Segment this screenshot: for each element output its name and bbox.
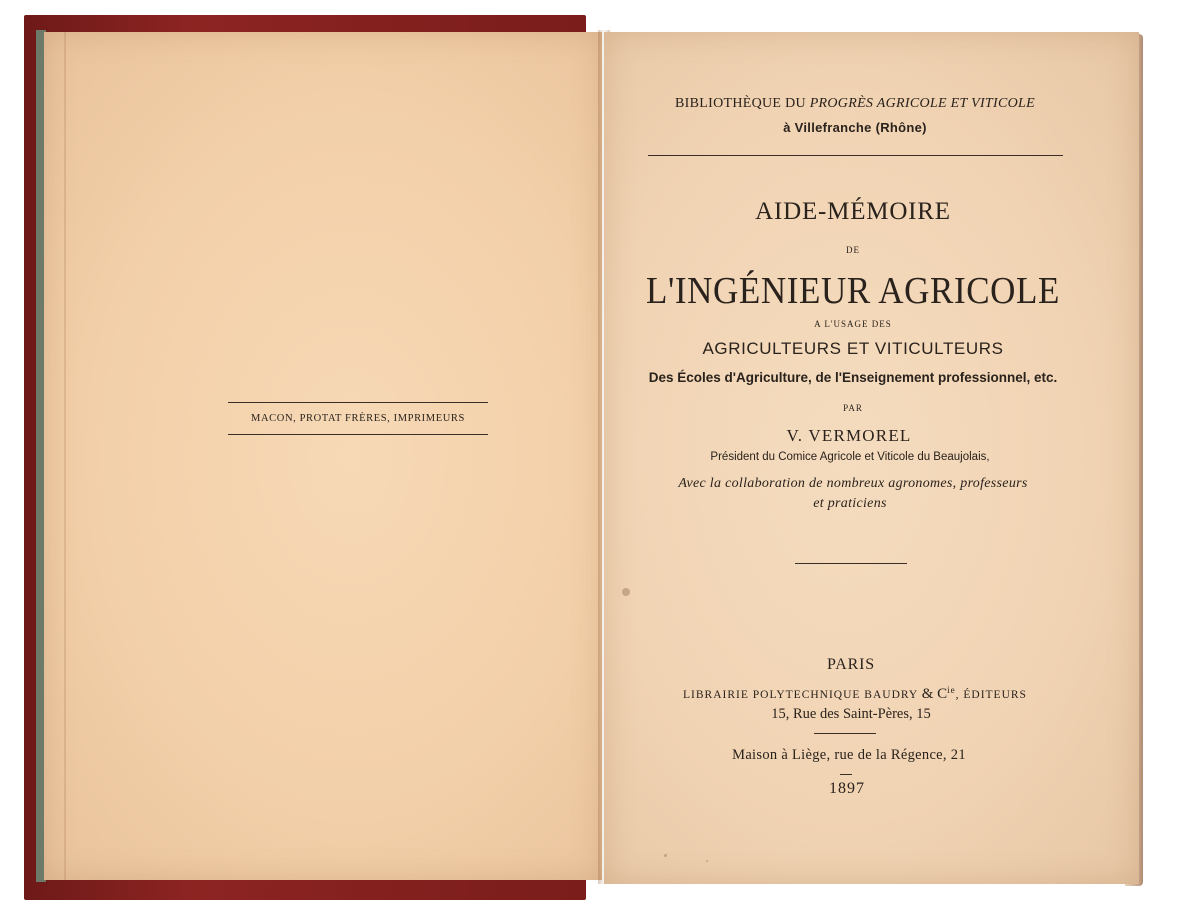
collaboration-line-2: et praticiens <box>813 496 887 511</box>
series-location: à Villefranche (Rhône) <box>783 120 927 135</box>
page-crease <box>64 32 66 880</box>
city: PARIS <box>827 656 875 673</box>
imprint-rule-top <box>228 402 488 403</box>
audience-line-1: AGRICULTEURS ET VITICULTEURS <box>702 339 1004 358</box>
usage-line: A L'USAGE DES <box>814 319 892 329</box>
publisher-line <box>683 685 1027 703</box>
author-title: Président du Comice Agricole et Viticole du Beaujolais, <box>710 451 990 463</box>
by-line: PAR <box>843 403 863 413</box>
publisher-company: & C <box>921 685 948 702</box>
series-line <box>675 96 1035 112</box>
middle-rule <box>795 563 907 564</box>
series-prefix: BIBLIOTHÈQUE DU <box>675 96 810 111</box>
collaboration-line-1: Avec la collaboration de nombreux agronomes, professeurs <box>678 476 1028 491</box>
publisher-address: 15, Rue des Saint-Pères, 15 <box>771 706 931 722</box>
paper-stain <box>622 588 630 596</box>
imprint-rule-bottom <box>228 434 488 435</box>
title-line-2: L'INGÉNIEUR AGRICOLE <box>646 269 1060 312</box>
author-name: V. VERMOREL <box>786 426 912 445</box>
publication-year: 1897 <box>829 780 865 797</box>
paper-speck <box>706 860 708 862</box>
title-connector: DE <box>846 245 860 255</box>
publisher-company-suffix: ie <box>947 685 956 695</box>
left-page <box>44 32 602 880</box>
header-rule <box>648 155 1063 156</box>
publisher-name: LIBRAIRIE POLYTECHNIQUE BAUDRY <box>683 688 922 701</box>
year-dash <box>840 774 852 775</box>
publisher-role: , ÉDITEURS <box>955 688 1027 701</box>
right-page <box>604 32 1139 884</box>
printer-imprint: MACON, PROTAT FRÈRES, IMPRIMEURS <box>251 413 465 424</box>
title-line-1: AIDE-MÉMOIRE <box>755 198 951 225</box>
paper-speck <box>664 854 667 857</box>
branch-address: Maison à Liège, rue de la Régence, 21 <box>732 747 966 763</box>
address-rule <box>814 733 876 734</box>
series-title: PROGRÈS AGRICOLE ET VITICOLE <box>809 96 1035 111</box>
audience-line-2: Des Écoles d'Agriculture, de l'Enseignement professionnel, etc. <box>648 370 1058 385</box>
